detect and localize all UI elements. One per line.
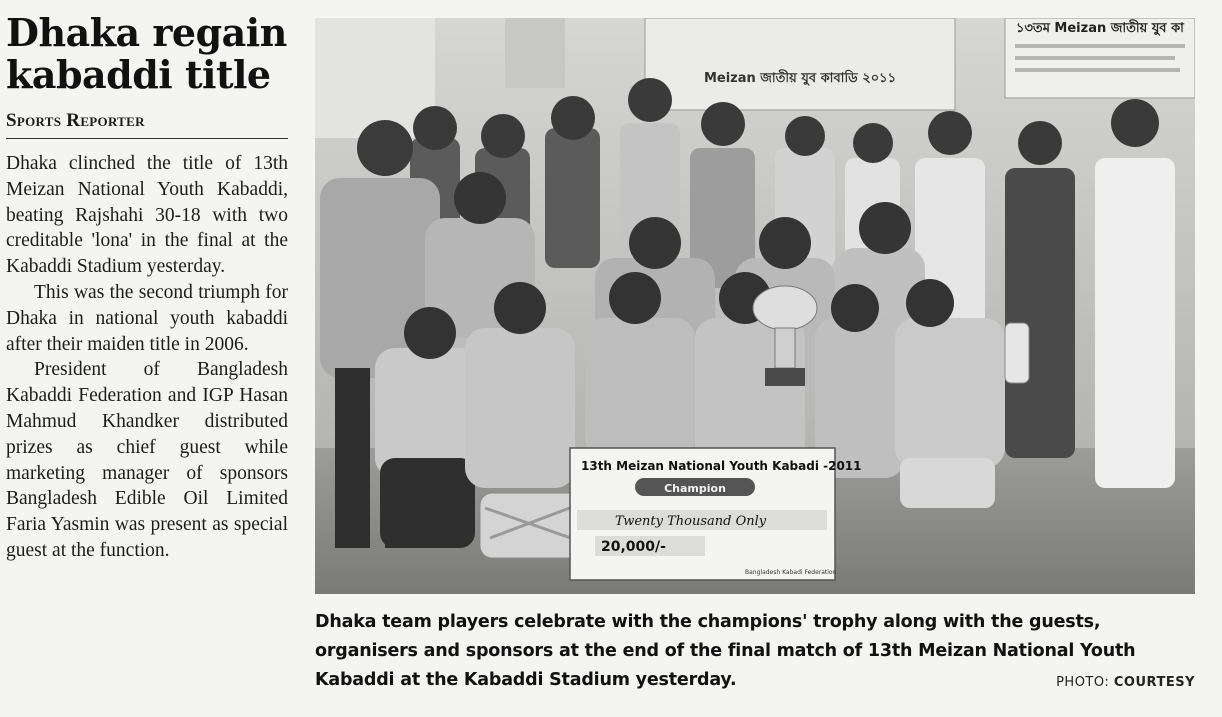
banner-left-title: Meizan জাতীয় যুব কাবাডি ২০১১ [703, 71, 897, 86]
paragraph-3: President of Bangladesh Kabaddi Federation and IGP Hasan Mahmud Khandker distributed prizes as chief guest while marketing manager of sponsors Bangladesh Edible Oil Limited Faria Yasmin was present as special guest at the function. [6, 359, 288, 561]
cheque-tag: Champion [664, 482, 726, 495]
cheque-title: 13th Meizan National Youth Kabadi -2011 [581, 459, 862, 473]
headline-line-2: kabaddi title [6, 52, 271, 97]
photo-caption: Dhaka team players celebrate with the champions' trophy along with the guests, organisers and sponsors at the end of the final match of 13th Meizan National Youth Kabaddi at the Kabaddi Stadium yesterday. [315, 612, 1136, 690]
team-photo [315, 18, 1195, 594]
photo-credit [1056, 675, 1195, 690]
paragraph-1: Dhaka clinched the title of 13th Meizan National Youth Kabaddi, beating Rajshahi 30-18 with two creditable 'lona' in the final at the Kabaddi Stadium yesterday. [6, 153, 288, 278]
banner-left [645, 18, 955, 110]
credit-source: COURTESY [1113, 675, 1195, 690]
small-trophy [1005, 323, 1029, 383]
headline [6, 12, 288, 96]
banner-right [1005, 18, 1195, 98]
cheque-amount-words: Twenty Thousand Only [615, 514, 767, 529]
prize-cheque [570, 448, 862, 580]
headline-line-1: Dhaka regain [6, 10, 287, 55]
article-column [6, 12, 288, 564]
cheque-footer: Bangladesh Kabadi Federation [745, 569, 837, 576]
photo-illustration [315, 18, 1195, 594]
byline: Sports Reporter [6, 110, 288, 139]
credit-label: PHOTO: [1056, 675, 1110, 690]
banner-right-title: ১৩তম Meizan জাতীয় যুব কা [1016, 21, 1184, 36]
article-body [6, 151, 288, 564]
cheque-amount: 20,000/- [601, 539, 666, 555]
paragraph-2: This was the second triumph for Dhaka in national youth kabaddi after their maiden title in 2006. [6, 281, 288, 355]
